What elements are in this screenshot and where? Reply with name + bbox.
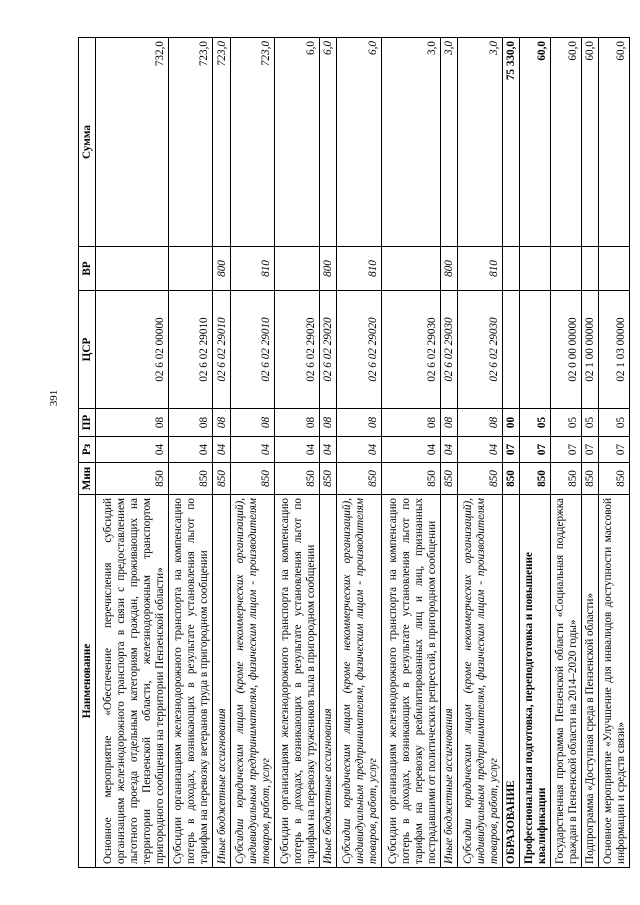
cell-name: Государственная программа Пензенской области «Социальная поддержка граждан в Пензенской области на 2014–2020 годы»: [550, 495, 581, 868]
cell-name: Иные бюджетные ассигнования: [440, 495, 457, 868]
cell-min: 850: [519, 463, 550, 495]
cell-vr: 810: [230, 247, 275, 291]
header-row: [79, 38, 96, 868]
cell-min: 850: [230, 463, 275, 495]
cell-csr: 02 6 02 29010: [213, 291, 230, 409]
header-name: Наименование: [79, 495, 96, 868]
cell-vr: [168, 247, 213, 291]
cell-min: 850: [457, 463, 502, 495]
cell-csr: 02 6 02 29030: [382, 291, 441, 409]
table-row: [457, 38, 502, 868]
cell-pr: 05: [519, 409, 550, 437]
cell-rz: 04: [320, 437, 337, 463]
cell-name: ОБРАЗОВАНИЕ: [502, 495, 519, 868]
table-row: [275, 38, 320, 868]
table-row: [230, 38, 275, 868]
cell-pr: 08: [96, 409, 169, 437]
table-row: [213, 38, 230, 868]
cell-name: Подпрограмма «Доступная среда в Пензенской области»: [581, 495, 598, 868]
cell-csr: [519, 291, 550, 409]
cell-csr: 02 6 02 29020: [275, 291, 320, 409]
cell-name: Иные бюджетные ассигнования: [213, 495, 230, 868]
cell-pr: 08: [440, 409, 457, 437]
cell-pr: 05: [581, 409, 598, 437]
table-row: [337, 38, 382, 868]
cell-csr: 02 6 02 29020: [320, 291, 337, 409]
cell-name: Иные бюджетные ассигнования: [320, 495, 337, 868]
cell-name: Субсидии организациям железнодорожного транспорта на компенсацию потерь в доходах, возникающих в результате установления льгот по тарифам на перевозку реабилитированных лиц и лиц, признанных пострадавшими от политических репрессий, в пригородном сообщении: [382, 495, 441, 868]
header-pr: ПР: [79, 409, 96, 437]
cell-name: Субсидии юридическим лицам (кроме некоммерческих организаций), индивидуальным предпринимателям, физическим лицам - производителям товаров, работ, услуг: [337, 495, 382, 868]
cell-rz: 04: [213, 437, 230, 463]
cell-min: 850: [168, 463, 213, 495]
cell-rz: 04: [337, 437, 382, 463]
cell-pr: 08: [275, 409, 320, 437]
cell-rz: 07: [598, 437, 629, 463]
cell-sum: 723,0: [230, 38, 275, 247]
header-vr: ВР: [79, 247, 96, 291]
cell-csr: 02 6 02 29010: [168, 291, 213, 409]
header-min: Мин: [79, 463, 96, 495]
cell-csr: 02 6 02 29010: [230, 291, 275, 409]
cell-min: 850: [502, 463, 519, 495]
cell-name: Профессиональная подготовка, переподготовка и повышение квалификации: [519, 495, 550, 868]
cell-rz: 04: [457, 437, 502, 463]
header-rz: Рз: [79, 437, 96, 463]
cell-vr: [96, 247, 169, 291]
cell-rz: 04: [230, 437, 275, 463]
budget-table: [78, 37, 630, 868]
table-row: [96, 38, 169, 868]
cell-pr: 08: [457, 409, 502, 437]
cell-vr: [598, 247, 629, 291]
cell-rz: 04: [382, 437, 441, 463]
cell-sum: 6,0: [337, 38, 382, 247]
rotated-table-container: [78, 38, 630, 868]
cell-vr: [550, 247, 581, 291]
cell-csr: 02 6 02 29030: [457, 291, 502, 409]
cell-rz: 04: [440, 437, 457, 463]
cell-name: Субсидии организациям железнодорожного транспорта на компенсацию потерь в доходах, возникающих в результате установления льгот по тарифам на перевозку ветеранов труда в пригородном сообщении: [168, 495, 213, 868]
cell-sum: 723,0: [213, 38, 230, 247]
cell-sum: 3,0: [382, 38, 441, 247]
cell-min: 850: [337, 463, 382, 495]
cell-min: 850: [550, 463, 581, 495]
cell-csr: 02 6 02 29020: [337, 291, 382, 409]
table-row: [581, 38, 598, 868]
cell-csr: 02 6 02 00000: [96, 291, 169, 409]
page-number: 391: [48, 389, 60, 407]
cell-sum: 60,0: [550, 38, 581, 247]
cell-vr: [382, 247, 441, 291]
table-row: [502, 38, 519, 868]
table-row: [550, 38, 581, 868]
cell-vr: [275, 247, 320, 291]
cell-csr: [502, 291, 519, 409]
cell-min: 850: [581, 463, 598, 495]
cell-csr: 02 6 02 29030: [440, 291, 457, 409]
table-body: [96, 38, 630, 868]
cell-rz: 04: [168, 437, 213, 463]
cell-vr: 800: [213, 247, 230, 291]
cell-vr: [502, 247, 519, 291]
cell-sum: 732,0: [96, 38, 169, 247]
table-row: [320, 38, 337, 868]
cell-sum: 60,0: [598, 38, 629, 247]
cell-pr: 08: [230, 409, 275, 437]
cell-pr: 08: [337, 409, 382, 437]
cell-pr: 05: [550, 409, 581, 437]
cell-rz: 04: [96, 437, 169, 463]
cell-pr: 00: [502, 409, 519, 437]
table-row: [382, 38, 441, 868]
cell-name: Субсидии юридическим лицам (кроме некоммерческих организаций), индивидуальным предпринимателям, физическим лицам - производителям товаров, работ, услуг: [457, 495, 502, 868]
cell-vr: 810: [337, 247, 382, 291]
cell-sum: 3,0: [440, 38, 457, 247]
cell-sum: 6,0: [320, 38, 337, 247]
cell-sum: 3,0: [457, 38, 502, 247]
table-row: [168, 38, 213, 868]
cell-sum: 723,0: [168, 38, 213, 247]
cell-rz: 07: [581, 437, 598, 463]
cell-min: 850: [213, 463, 230, 495]
table-row: [440, 38, 457, 868]
cell-sum: 6,0: [275, 38, 320, 247]
cell-sum: 75 330,0: [502, 38, 519, 247]
cell-name: Основное мероприятие «Обеспечение перечисления субсидий организациям железнодорожного транспорта в связи с предоставлением льготного проезда отдельным категориям граждан, проживающих на территории Пензенской области, железнодорожным транспортом пригородного сообщения на территории Пензенской области»: [96, 495, 169, 868]
cell-min: 850: [320, 463, 337, 495]
cell-pr: 08: [168, 409, 213, 437]
cell-csr: 02 0 00 00000: [550, 291, 581, 409]
cell-pr: 08: [320, 409, 337, 437]
cell-pr: 05: [598, 409, 629, 437]
cell-pr: 08: [382, 409, 441, 437]
cell-csr: 02 1 03 00000: [598, 291, 629, 409]
cell-min: 850: [275, 463, 320, 495]
cell-min: 850: [440, 463, 457, 495]
cell-name: Субсидии юридическим лицам (кроме некоммерческих организаций), индивидуальным предпринимателям, физическим лицам - производителям товаров, работ, услуг: [230, 495, 275, 868]
cell-vr: 800: [440, 247, 457, 291]
cell-sum: 60,0: [519, 38, 550, 247]
table-row: [519, 38, 550, 868]
cell-sum: 60,0: [581, 38, 598, 247]
cell-rz: 04: [275, 437, 320, 463]
cell-vr: 800: [320, 247, 337, 291]
cell-min: 850: [382, 463, 441, 495]
cell-vr: 810: [457, 247, 502, 291]
cell-name: Субсидии организациям железнодорожного транспорта на компенсацию потерь в доходах, возникающих в результате установления льгот по тарифам на перевозку тружеников тыла в пригородном сообщении: [275, 495, 320, 868]
cell-vr: [519, 247, 550, 291]
cell-csr: 02 1 00 00000: [581, 291, 598, 409]
table-row: [598, 38, 629, 868]
cell-pr: 08: [213, 409, 230, 437]
header-csr: ЦСР: [79, 291, 96, 409]
cell-vr: [581, 247, 598, 291]
cell-rz: 07: [519, 437, 550, 463]
header-sum: Сумма: [79, 38, 96, 247]
cell-min: 850: [598, 463, 629, 495]
cell-name: Основное мероприятие «Улучшение для инвалидов доступности массовой информации и средств связи»: [598, 495, 629, 868]
cell-min: 850: [96, 463, 169, 495]
cell-rz: 07: [502, 437, 519, 463]
cell-rz: 07: [550, 437, 581, 463]
